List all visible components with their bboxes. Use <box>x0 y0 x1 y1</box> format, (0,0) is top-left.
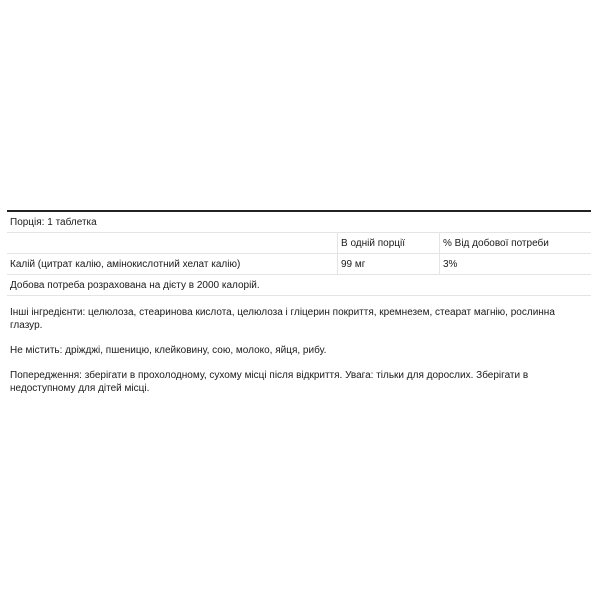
column-divider <box>337 233 338 253</box>
nutrient-name: Калій (цитрат калію, амінокислотний хелат калію) <box>10 259 241 270</box>
footnote-row <box>7 275 591 296</box>
daily-value-footnote: Добова потреба розрахована на дієту в 2000 калорій. <box>10 280 260 291</box>
other-ingredients: Інші інгредієнти: целюлоза, стеаринова кислота, целюлоза і гліцерин покриття, кремнезем, стеарат магнію, рослинна глазур. <box>10 307 555 331</box>
nutrient-row <box>7 254 591 275</box>
column-divider <box>439 233 440 253</box>
nutrient-percent: 3% <box>443 259 458 270</box>
does-not-contain: Не містить: дріжджі, пшеницю, клейковину, сою, молоко, яйця, рибу. <box>10 345 327 356</box>
supplement-facts-table <box>7 210 591 296</box>
per-serving-header: В одній порції <box>341 238 405 249</box>
nutrient-amount: 99 мг <box>341 259 366 270</box>
serving-size: Порція: 1 таблетка <box>10 217 97 228</box>
label-notes <box>10 306 585 407</box>
serving-row <box>7 212 591 233</box>
daily-value-header: % Від добової потреби <box>443 238 549 249</box>
table-header-row <box>7 233 591 254</box>
warnings: Попередження: зберігати в прохолодному, сухому місці після відкриття. Увага: тільки для дорослих. Зберігати в недоступному для дітей місці. <box>10 370 529 394</box>
column-divider <box>337 254 338 274</box>
column-divider <box>439 254 440 274</box>
